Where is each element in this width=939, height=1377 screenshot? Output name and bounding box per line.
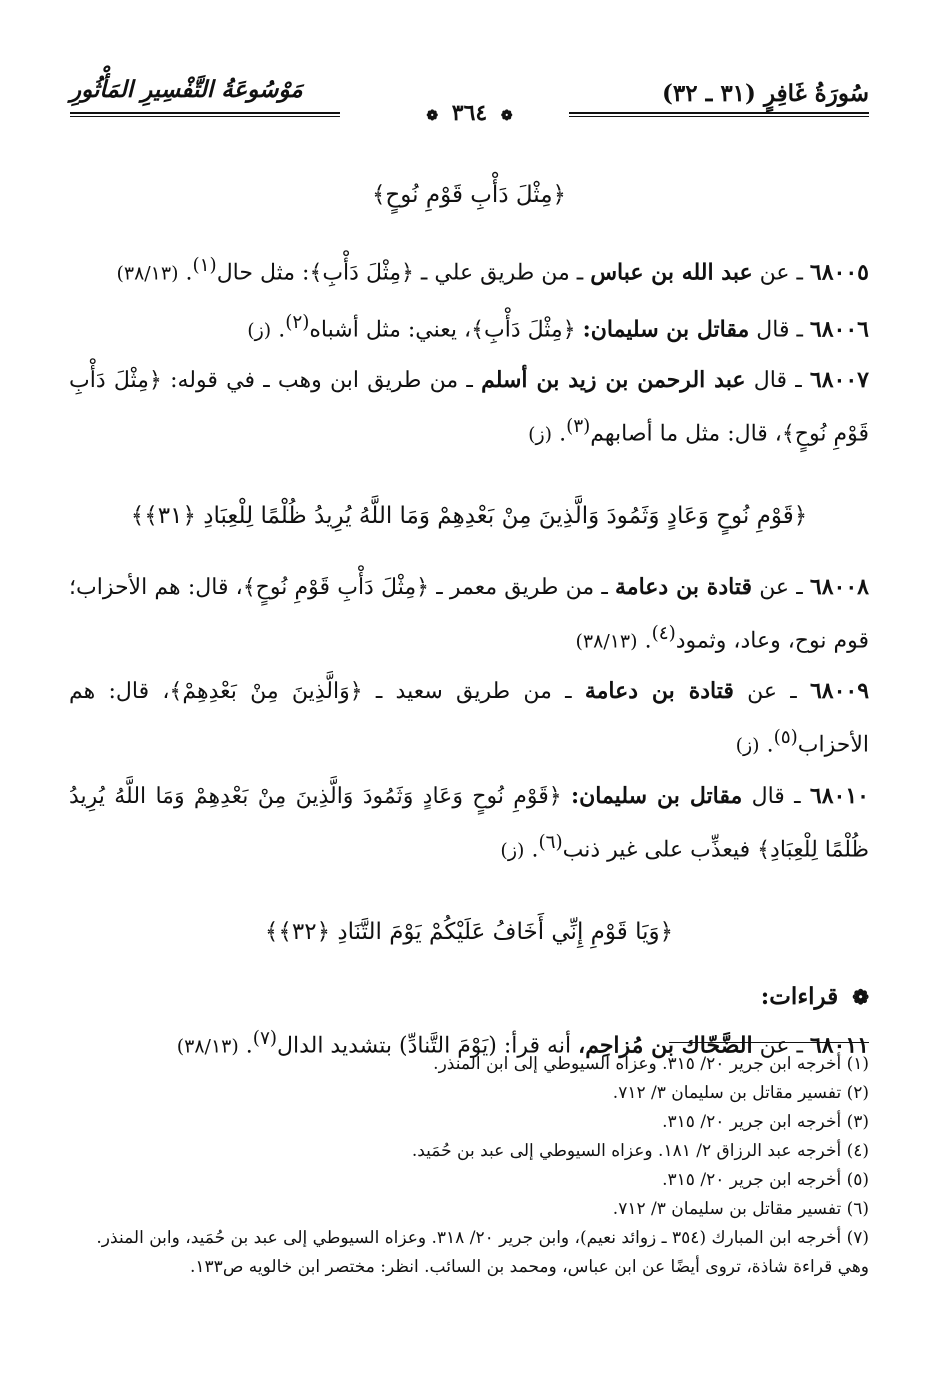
narration-entry: ٦٨٠١١ ـ عن الضَّحّاك بن مُزاحِم، أنه قرأ: (يَوْمَ التَّنادِّ) بتشديد الدال$^{(٧)}$. (٣٨/١٣) [176,1028,869,1059]
entry-text: ﴿قَوْمِ نُوحٍ وَعَادٍ وَثَمُودَ وَالَّذِينَ مِنْ بَعْدِهِمْ وَمَا اللَّهُ يُرِيدُ ظُلْمًا لِلْعِبَادِ﴾ فيعذِّب على غير ذنب [69,783,869,862]
footnote-marker[interactable]: (٢) [285,311,310,333]
volume-reference: (٣٨/١٣) [116,261,179,284]
footnote: (٦) تفسير مقاتل بن سليمان ٣/ ٧١٢. [612,1199,869,1219]
volume-reference: (ز) [735,734,760,757]
entry-number: ٦٨٠٠٥ [809,258,869,285]
narration-entry: ٦٨٠١٠ ـ قال مقاتل بن سليمان: ﴿قَوْمِ نُوحٍ وَعَادٍ وَثَمُودَ وَالَّذِينَ مِنْ بَعْدِهِمْ وَمَا اللَّهُ يُرِيدُ ظُلْمًا لِلْعِبَادِ﴾ فيعذِّب على غير ذنب$^{(٦)}$. (ز) [69,782,869,862]
footnote: (٤) أخرجه عبد الرزاق ٢/ ١٨١. وعزاه السيوطي إلى عبد بن حُمَيد. [411,1141,869,1161]
section-heading [69,983,869,1010]
page-number: ٣٦٤ [451,100,488,126]
narration-entry: ٦٨٠٠٩ ـ عن قتادة بن دعامة ـ من طريق سعيد ـ ﴿وَالَّذِينَ مِنْ بَعْدِهِمْ﴾، قال: هم الأحزاب$^{(٥)}$. (ز) [69,678,870,758]
book-title: مَوْسُوعَةُ التَّفْسِيرِ المَأْثُورِ [70,76,303,103]
volume-reference: (٣٨/١٣) [575,630,638,653]
ornament-icon: ❁ [426,108,439,124]
volume-reference: (ز) [528,423,553,446]
footnote: (٢) تفسير مقاتل بن سليمان ٣/ ٧١٢. [612,1083,869,1103]
narrator-name: مقاتل بن سليمان: [570,782,743,809]
narrator-name: مقاتل بن سليمان: [582,316,750,343]
footnote-separator [669,1042,869,1043]
main-text [69,178,869,1074]
verse-heading: ﴿مِثْلَ دَأْبِ قَوْمِ نُوحٍ﴾ [371,182,567,208]
entry-number: ٦٨٠٠٨ [809,573,869,600]
entry-number: ٦٨٠٠٧ [809,367,869,394]
narration-entry: ٦٨٠٠٦ ـ قال مقاتل بن سليمان: ﴿مِثْلَ دَأْبِ﴾، يعني: مثل أشباه$^{(٢)}$. (ز) [247,311,869,343]
footnote-marker[interactable]: (٧) [252,1028,277,1050]
volume-reference: (ز) [500,838,525,861]
section-title: قراءات: [760,983,839,1011]
narration-entry: ٦٨٠٠٧ ـ قال عبد الرحمن بن زيد بن أسلم ـ من طريق ابن وهب ـ في قوله: ﴿مِثْلَ دَأْبِ قَوْمِ نُوحٍ﴾، قال: مثل ما أصابهم$^{(٣)}$. (ز) [69,367,869,447]
footnote: (٣) أخرجه ابن جرير ٢٠/ ٣١٥. [662,1112,869,1132]
narrator-name: عبد الله بن عباس [590,258,753,285]
footnote: (١) أخرجه ابن جرير ٢٠/ ٣١٥. وعزاه السيوطي إلى ابن المنذر. [433,1054,869,1074]
flower-icon: ❁ [852,985,869,1010]
footnote-marker[interactable]: (٦) [538,831,563,853]
surah-title: سُورَةُ غَافِرٍ [763,80,869,107]
footnotes [69,1050,869,1282]
narration-entry: ٦٨٠٠٥ ـ عن عبد الله بن عباس ـ من طريق علي ـ ﴿مِثْلَ دَأْبِ﴾: مثل حال$^{(١)}$. (٣٨/١٣) [116,254,869,285]
ornament-icon: ❁ [500,108,513,124]
footnote-marker[interactable]: (٤) [651,622,676,644]
footnote: وهي قراءة شاذة، تروى أيضًا عن ابن عباس، ومحمد بن السائب. انظر: مختصر ابن خالويه ص١٣٣. [190,1257,869,1277]
entry-number: ٦٨٠٠٩ [809,678,870,705]
ayah-range: (٣١ ـ ٣٢) [661,80,756,107]
entry-text: ـ من طريق سعيد ـ ﴿وَالَّذِينَ مِنْ بَعْدِهِمْ﴾، قال: هم الأحزاب [69,679,869,758]
narrator-name: قتادة بن دعامة [584,678,734,705]
entry-text: أنه قرأ: (يَوْمَ التَّنادِّ) بتشديد الدال [276,1033,572,1059]
entry-text: ﴿مِثْلَ دَأْبِ﴾، يعني: مثل أشباه [309,317,576,343]
footnote-marker[interactable]: (٥) [773,727,798,749]
footnote-marker[interactable]: (١) [192,254,217,276]
entry-text: ـ من طريق ابن وهب ـ في قوله: ﴿مِثْلَ دَأْبِ قَوْمِ نُوحٍ﴾، قال: مثل ما أصابهم [69,368,869,447]
footnote: (٥) أخرجه ابن جرير ٢٠/ ٣١٥. [662,1170,869,1190]
narrator-name: الضَّحّاك بن مُزاحِم، [578,1032,753,1059]
entry-number: ٦٨٠٠٦ [809,316,869,343]
verse-heading: ﴿قَوْمِ نُوحٍ وَعَادٍ وَثَمُودَ وَالَّذِينَ مِنْ بَعْدِهِمْ وَمَا اللَّهُ يُرِيدُ ظُلْمًا لِلْعِبَادِ ﴿٣١﴾﴾ [130,503,808,530]
running-header [70,62,869,126]
entry-text: ـ من طريق معمر ـ ﴿مِثْلَ دَأْبِ قَوْمِ نُوحٍ﴾، قال: هم الأحزاب؛ قوم نوح، وعاد، وثمود [69,574,869,654]
entry-number: ٦٨٠١١ [809,1032,869,1059]
narration-entry: ٦٨٠٠٨ ـ عن قتادة بن دعامة ـ من طريق معمر ـ ﴿مِثْلَ دَأْبِ قَوْمِ نُوحٍ﴾، قال: هم الأحزاب؛ قوم نوح، وعاد، وثمود$^{(٤)}$. (٣٨/١٣) [69,573,869,654]
verse-heading: ﴿وَيَا قَوْمِ إِنِّي أَخَافُ عَلَيْكُمْ يَوْمَ التَّنَادِ ﴿٣٢﴾﴾ [264,918,674,945]
narrator-name: قتادة بن دعامة [615,573,752,600]
page-number-block [70,100,869,126]
footnote-marker[interactable]: (٣) [566,416,591,438]
narrator-name: عبد الرحمن بن زيد بن أسلم [481,367,746,394]
volume-reference: (٣٨/١٣) [176,1035,239,1058]
volume-reference: (ز) [247,319,272,342]
entry-number: ٦٨٠١٠ [809,782,869,809]
entry-text: ـ من طريق علي ـ ﴿مِثْلَ دَأْبِ﴾: مثل حال [216,259,584,285]
footnote: (٧) أخرجه ابن المبارك (٣٥٤ ـ زوائد نعيم)، وابن جرير ٢٠/ ٣١٨. وعزاه السيوطي إلى عبد بن حُمَيد، وابن المنذر. [96,1228,869,1248]
